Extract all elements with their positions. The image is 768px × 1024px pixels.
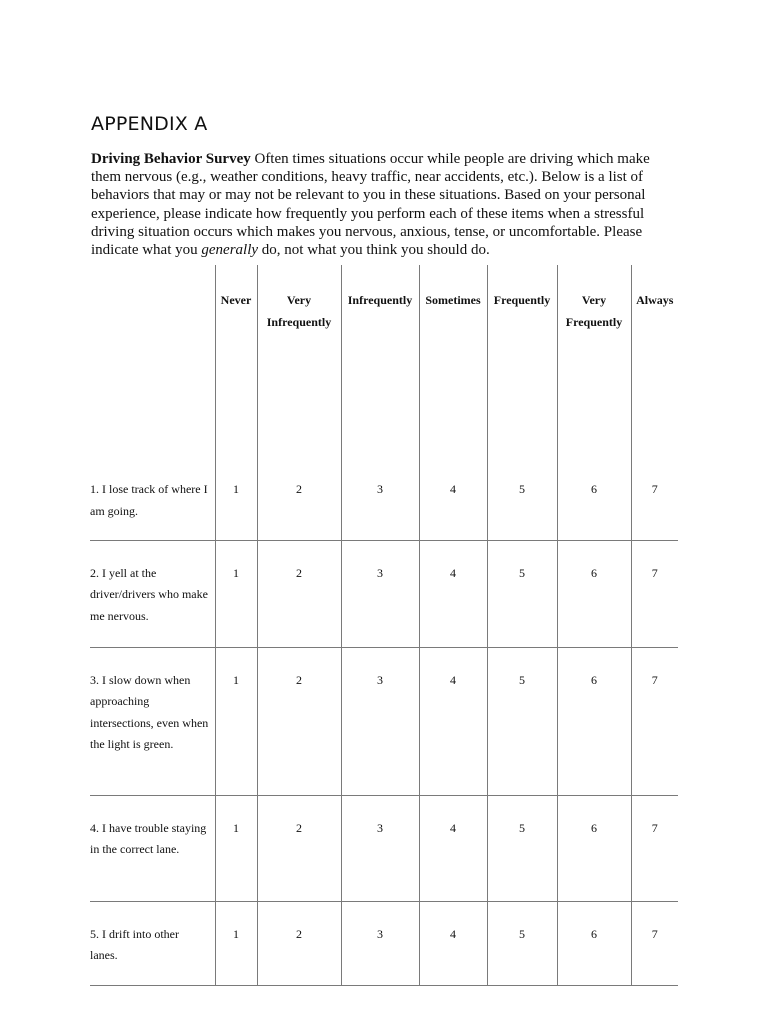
survey-table	[90, 265, 678, 986]
rating-cell: 2	[257, 647, 341, 795]
column-header: Never	[215, 265, 257, 371]
rating-cell: 4	[419, 901, 487, 985]
rating-cell: 3	[341, 371, 419, 540]
rating-cell: 6	[557, 371, 631, 540]
column-header: Very Infrequently	[257, 265, 341, 371]
rating-cell: 2	[257, 901, 341, 985]
column-header: Very Frequently	[557, 265, 631, 371]
rating-cell: 7	[631, 647, 678, 795]
column-header: Frequently	[487, 265, 557, 371]
survey-instructions	[91, 150, 681, 259]
instructions-text-part-2: do, not what you think you should do.	[258, 242, 490, 259]
table-row	[90, 371, 678, 540]
rating-cell: 6	[557, 901, 631, 985]
rating-cell: 6	[557, 647, 631, 795]
header-behavior-column	[90, 265, 215, 371]
rating-cell: 1	[215, 371, 257, 540]
instructions-emphasis: generally	[201, 242, 259, 259]
column-header: Sometimes	[419, 265, 487, 371]
rating-cell: 1	[215, 647, 257, 795]
table-row	[90, 901, 678, 985]
table-row	[90, 795, 678, 901]
column-header: Always	[631, 265, 678, 371]
rating-cell: 5	[487, 540, 557, 647]
rating-cell: 7	[631, 795, 678, 901]
rating-cell: 1	[215, 795, 257, 901]
rating-cell: 7	[631, 540, 678, 647]
rating-cell: 3	[341, 540, 419, 647]
behavior-item: 2. I yell at the driver/drivers who make me nervous.	[90, 540, 215, 647]
rating-cell: 5	[487, 371, 557, 540]
table-row	[90, 540, 678, 647]
rating-cell: 6	[557, 795, 631, 901]
rating-cell: 2	[257, 795, 341, 901]
table-row	[90, 647, 678, 795]
behavior-item: 1. I lose track of where I am going.	[90, 482, 208, 518]
rating-cell: 7	[631, 901, 678, 985]
appendix-heading: APPENDIX A	[91, 113, 208, 135]
rating-cell: 1	[215, 901, 257, 985]
rating-cell: 2	[257, 371, 341, 540]
rating-cell: 2	[257, 540, 341, 647]
rating-cell: 4	[419, 540, 487, 647]
behavior-item: 4. I have trouble staying in the correct lane.	[90, 795, 215, 901]
rating-cell: 1	[215, 540, 257, 647]
table-header-row	[90, 265, 678, 371]
rating-cell: 6	[557, 540, 631, 647]
rating-cell: 4	[419, 371, 487, 540]
rating-cell: 7	[631, 371, 678, 540]
behavior-item: 3. I slow down when approaching intersections, even when the light is green.	[90, 647, 215, 795]
survey-title: Driving Behavior Survey	[91, 151, 251, 167]
rating-cell: 5	[487, 647, 557, 795]
rating-cell: 5	[487, 795, 557, 901]
rating-cell: 4	[419, 795, 487, 901]
rating-cell: 5	[487, 901, 557, 985]
rating-cell: 4	[419, 647, 487, 795]
column-header: Infrequently	[341, 265, 419, 371]
rating-cell: 3	[341, 795, 419, 901]
behavior-item: 5. I drift into other lanes.	[90, 901, 215, 985]
rating-cell: 3	[341, 901, 419, 985]
instructions-text-part-1: Often times situations occur while people are driving which make them nervous (e.g., weather conditions, heavy traffic, near accidents, etc.). Below is a list of behaviors that may or may not be relevant to you in these situations. Based on your personal experience, please indicate how frequently you perform each of these items when a stressful driving situation occurs which makes you nervous, anxious, tense, or uncomfortable. Please indicate what you	[91, 151, 650, 259]
rating-cell: 3	[341, 647, 419, 795]
